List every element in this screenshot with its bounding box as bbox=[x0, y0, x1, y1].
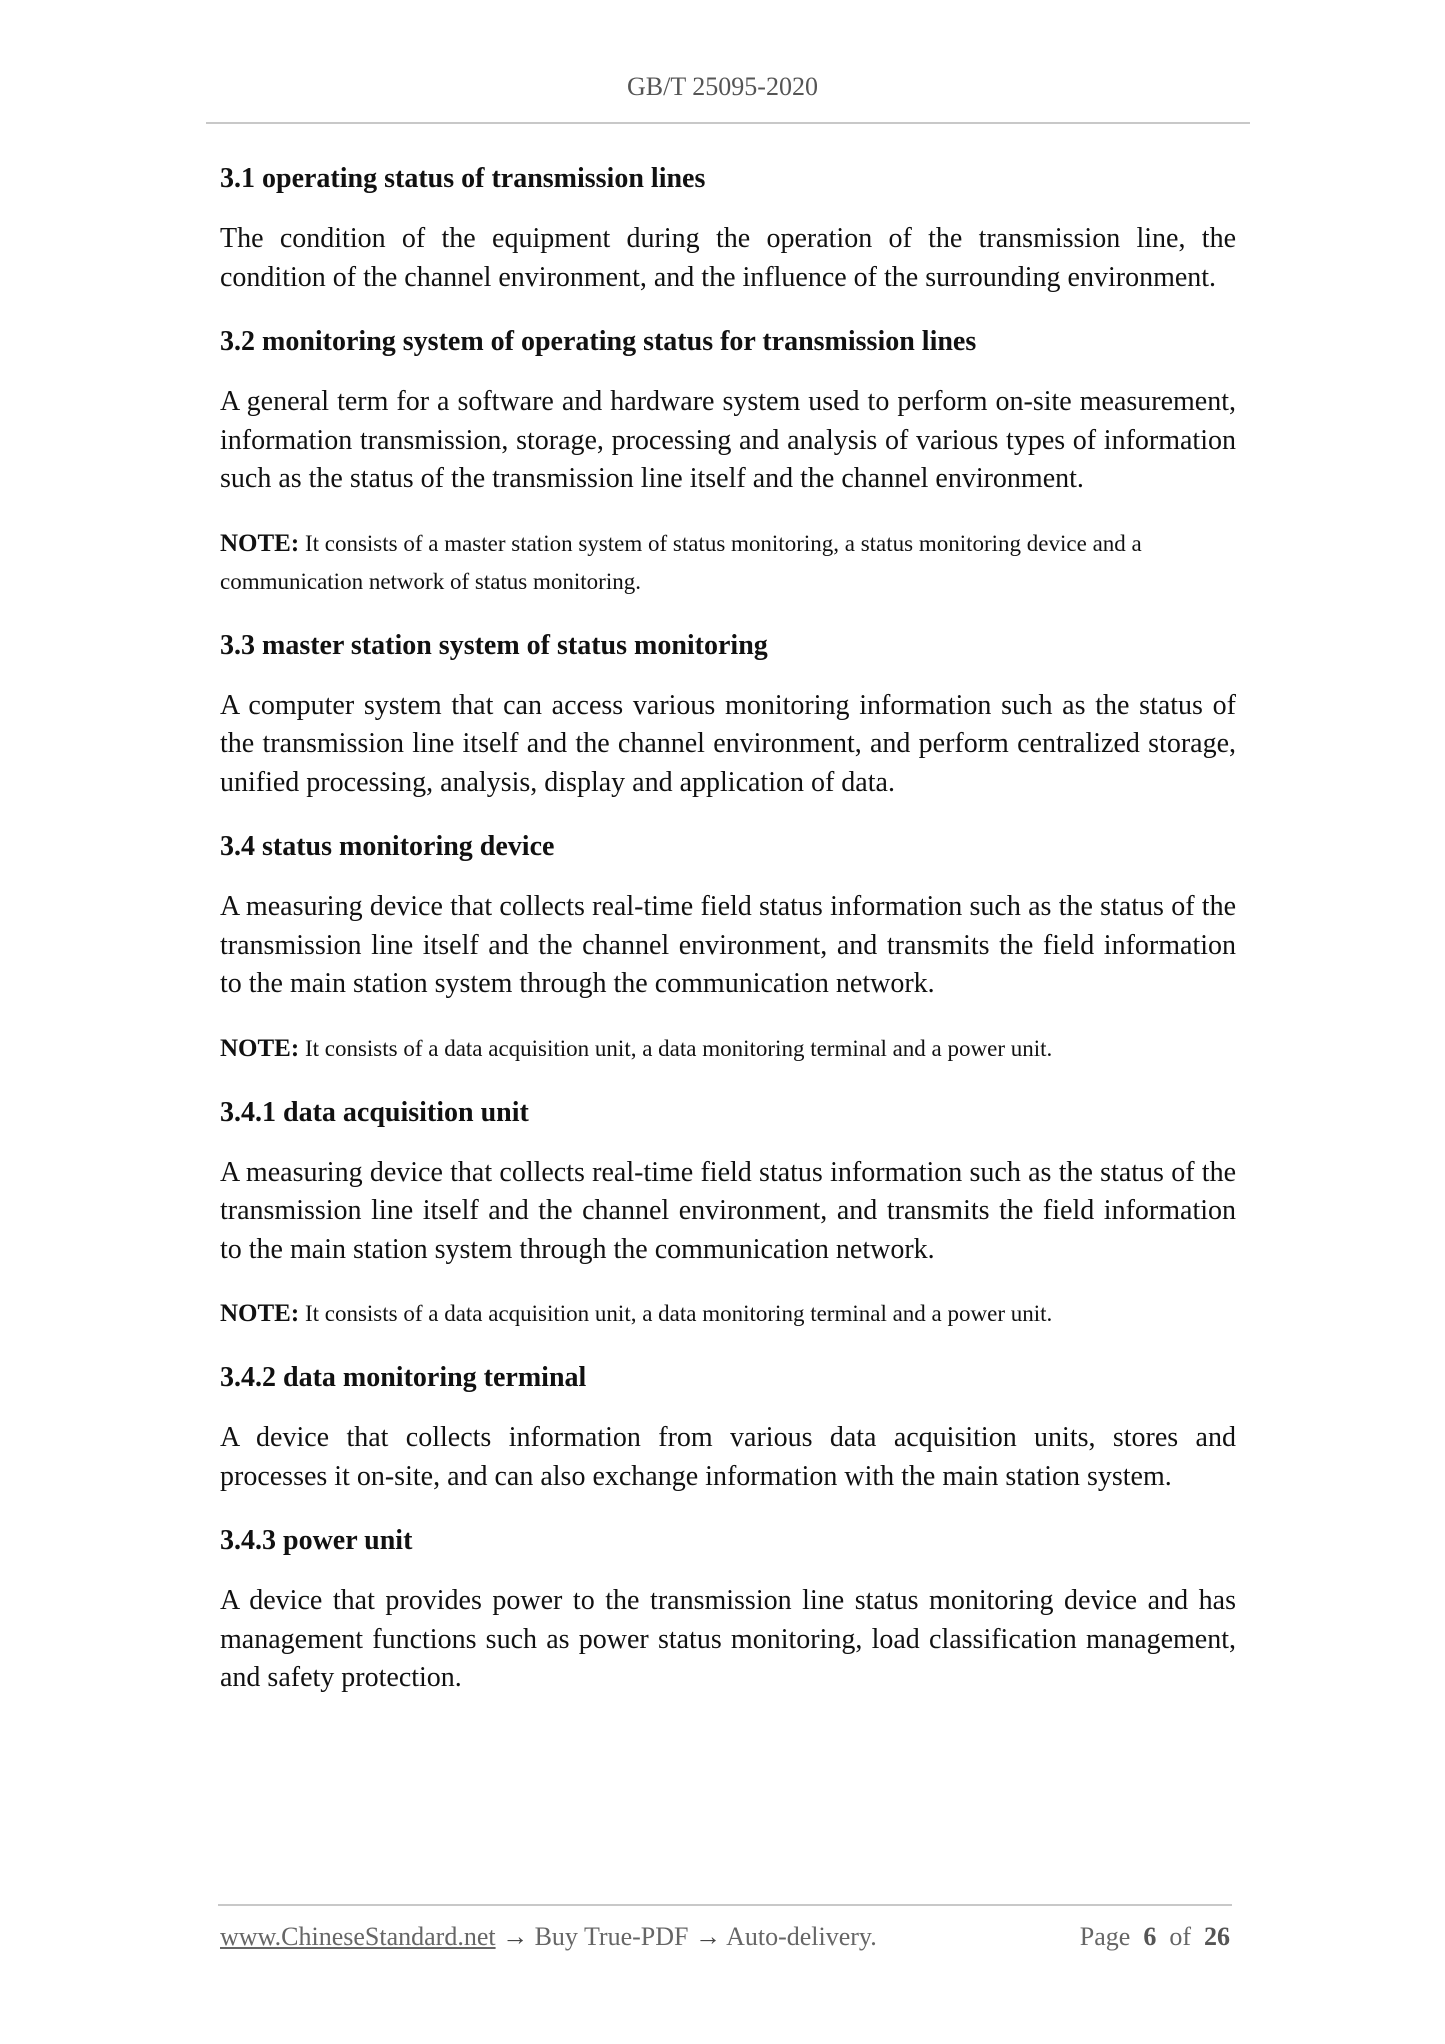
note-label: NOTE: bbox=[220, 529, 300, 557]
note-text: It consists of a data acquisition unit, a data monitoring terminal and a power unit. bbox=[304, 1035, 1053, 1061]
note-label: NOTE: bbox=[220, 1300, 300, 1327]
section-paragraph-3-4-3: A device that provides power to the transmission line status monitoring device and has management functions such as power status monitoring, load classification management, and safety protection. bbox=[220, 1585, 1236, 1693]
page-label: Page bbox=[1079, 1922, 1131, 1951]
page-indicator bbox=[1080, 1922, 1230, 1952]
section-heading-3-4: 3.4 status monitoring device bbox=[220, 831, 555, 862]
arrow-right-icon: → bbox=[695, 1922, 721, 1951]
section-paragraph-3-4: A measuring device that collects real-time field status information such as the status of the transmission line itself and the channel environment, and transmits the field information to the main station system through the communication network. bbox=[220, 891, 1236, 999]
section-heading-3-3: 3.3 master station system of status monitoring bbox=[220, 629, 768, 661]
section-heading-3-4-3: 3.4.3 power unit bbox=[220, 1525, 413, 1556]
page-footer bbox=[220, 1922, 1230, 1952]
buy-pdf-text: Buy True-PDF bbox=[534, 1922, 689, 1951]
section-paragraph-3-4-1: A measuring device that collects real-time field status information such as the status of the transmission line itself and the channel environment, and transmits the field information to the main station system through the communication network. bbox=[220, 1156, 1236, 1265]
section-paragraph-3-2: A general term for a software and hardware system used to perform on-site measurement, information transmission, storage, processing and analysis of various types of information such as the status of the transmission line itself and the channel environment. bbox=[220, 386, 1236, 494]
note-label: NOTE: bbox=[220, 1034, 300, 1062]
note-3-4-1 bbox=[220, 1295, 1236, 1333]
note-3-4 bbox=[220, 1030, 1236, 1068]
section-heading-3-4-1: 3.4.1 data acquisition unit bbox=[220, 1096, 529, 1128]
section-paragraph-3-1: The condition of the equipment during the operation of the transmission line, the condition of the channel environment, and the influence of the surrounding environment. bbox=[220, 223, 1236, 293]
footer-left bbox=[220, 1922, 877, 1952]
footer-divider bbox=[218, 1904, 1232, 1906]
header-divider bbox=[206, 122, 1250, 124]
header-standard-number: GB/T 25095-2020 bbox=[627, 72, 818, 101]
section-heading-3-1: 3.1 operating status of transmission lines bbox=[220, 163, 706, 194]
page-total: 26 bbox=[1204, 1922, 1230, 1951]
section-heading-3-2: 3.2 monitoring system of operating status for transmission lines bbox=[220, 326, 977, 357]
website-link[interactable]: www.ChineseStandard.net bbox=[220, 1922, 496, 1951]
arrow-right-icon: → bbox=[502, 1922, 529, 1951]
note-text: It consists of a master station system of status monitoring, a status monitoring device and a communication network of status monitoring. bbox=[220, 530, 1142, 594]
note-text: It consists of a data acquisition unit, a data monitoring terminal and a power unit. bbox=[304, 1301, 1053, 1326]
section-paragraph-3-3: A computer system that can access various monitoring information such as the status of the transmission line itself and the channel environment, and perform centralized storage, unified processing, analysis, display and application of data. bbox=[220, 689, 1236, 798]
page-current: 6 bbox=[1143, 1922, 1157, 1951]
section-heading-3-4-2: 3.4.2 data monitoring terminal bbox=[220, 1362, 587, 1393]
note-3-2 bbox=[220, 525, 1236, 601]
auto-delivery-text: Auto-delivery. bbox=[726, 1922, 877, 1951]
document-body bbox=[220, 152, 1236, 1724]
section-paragraph-3-4-2: A device that collects information from various data acquisition units, stores and processes it on-site, and can also exchange information with the main station system. bbox=[220, 1422, 1236, 1492]
page-of-label: of bbox=[1169, 1922, 1191, 1951]
